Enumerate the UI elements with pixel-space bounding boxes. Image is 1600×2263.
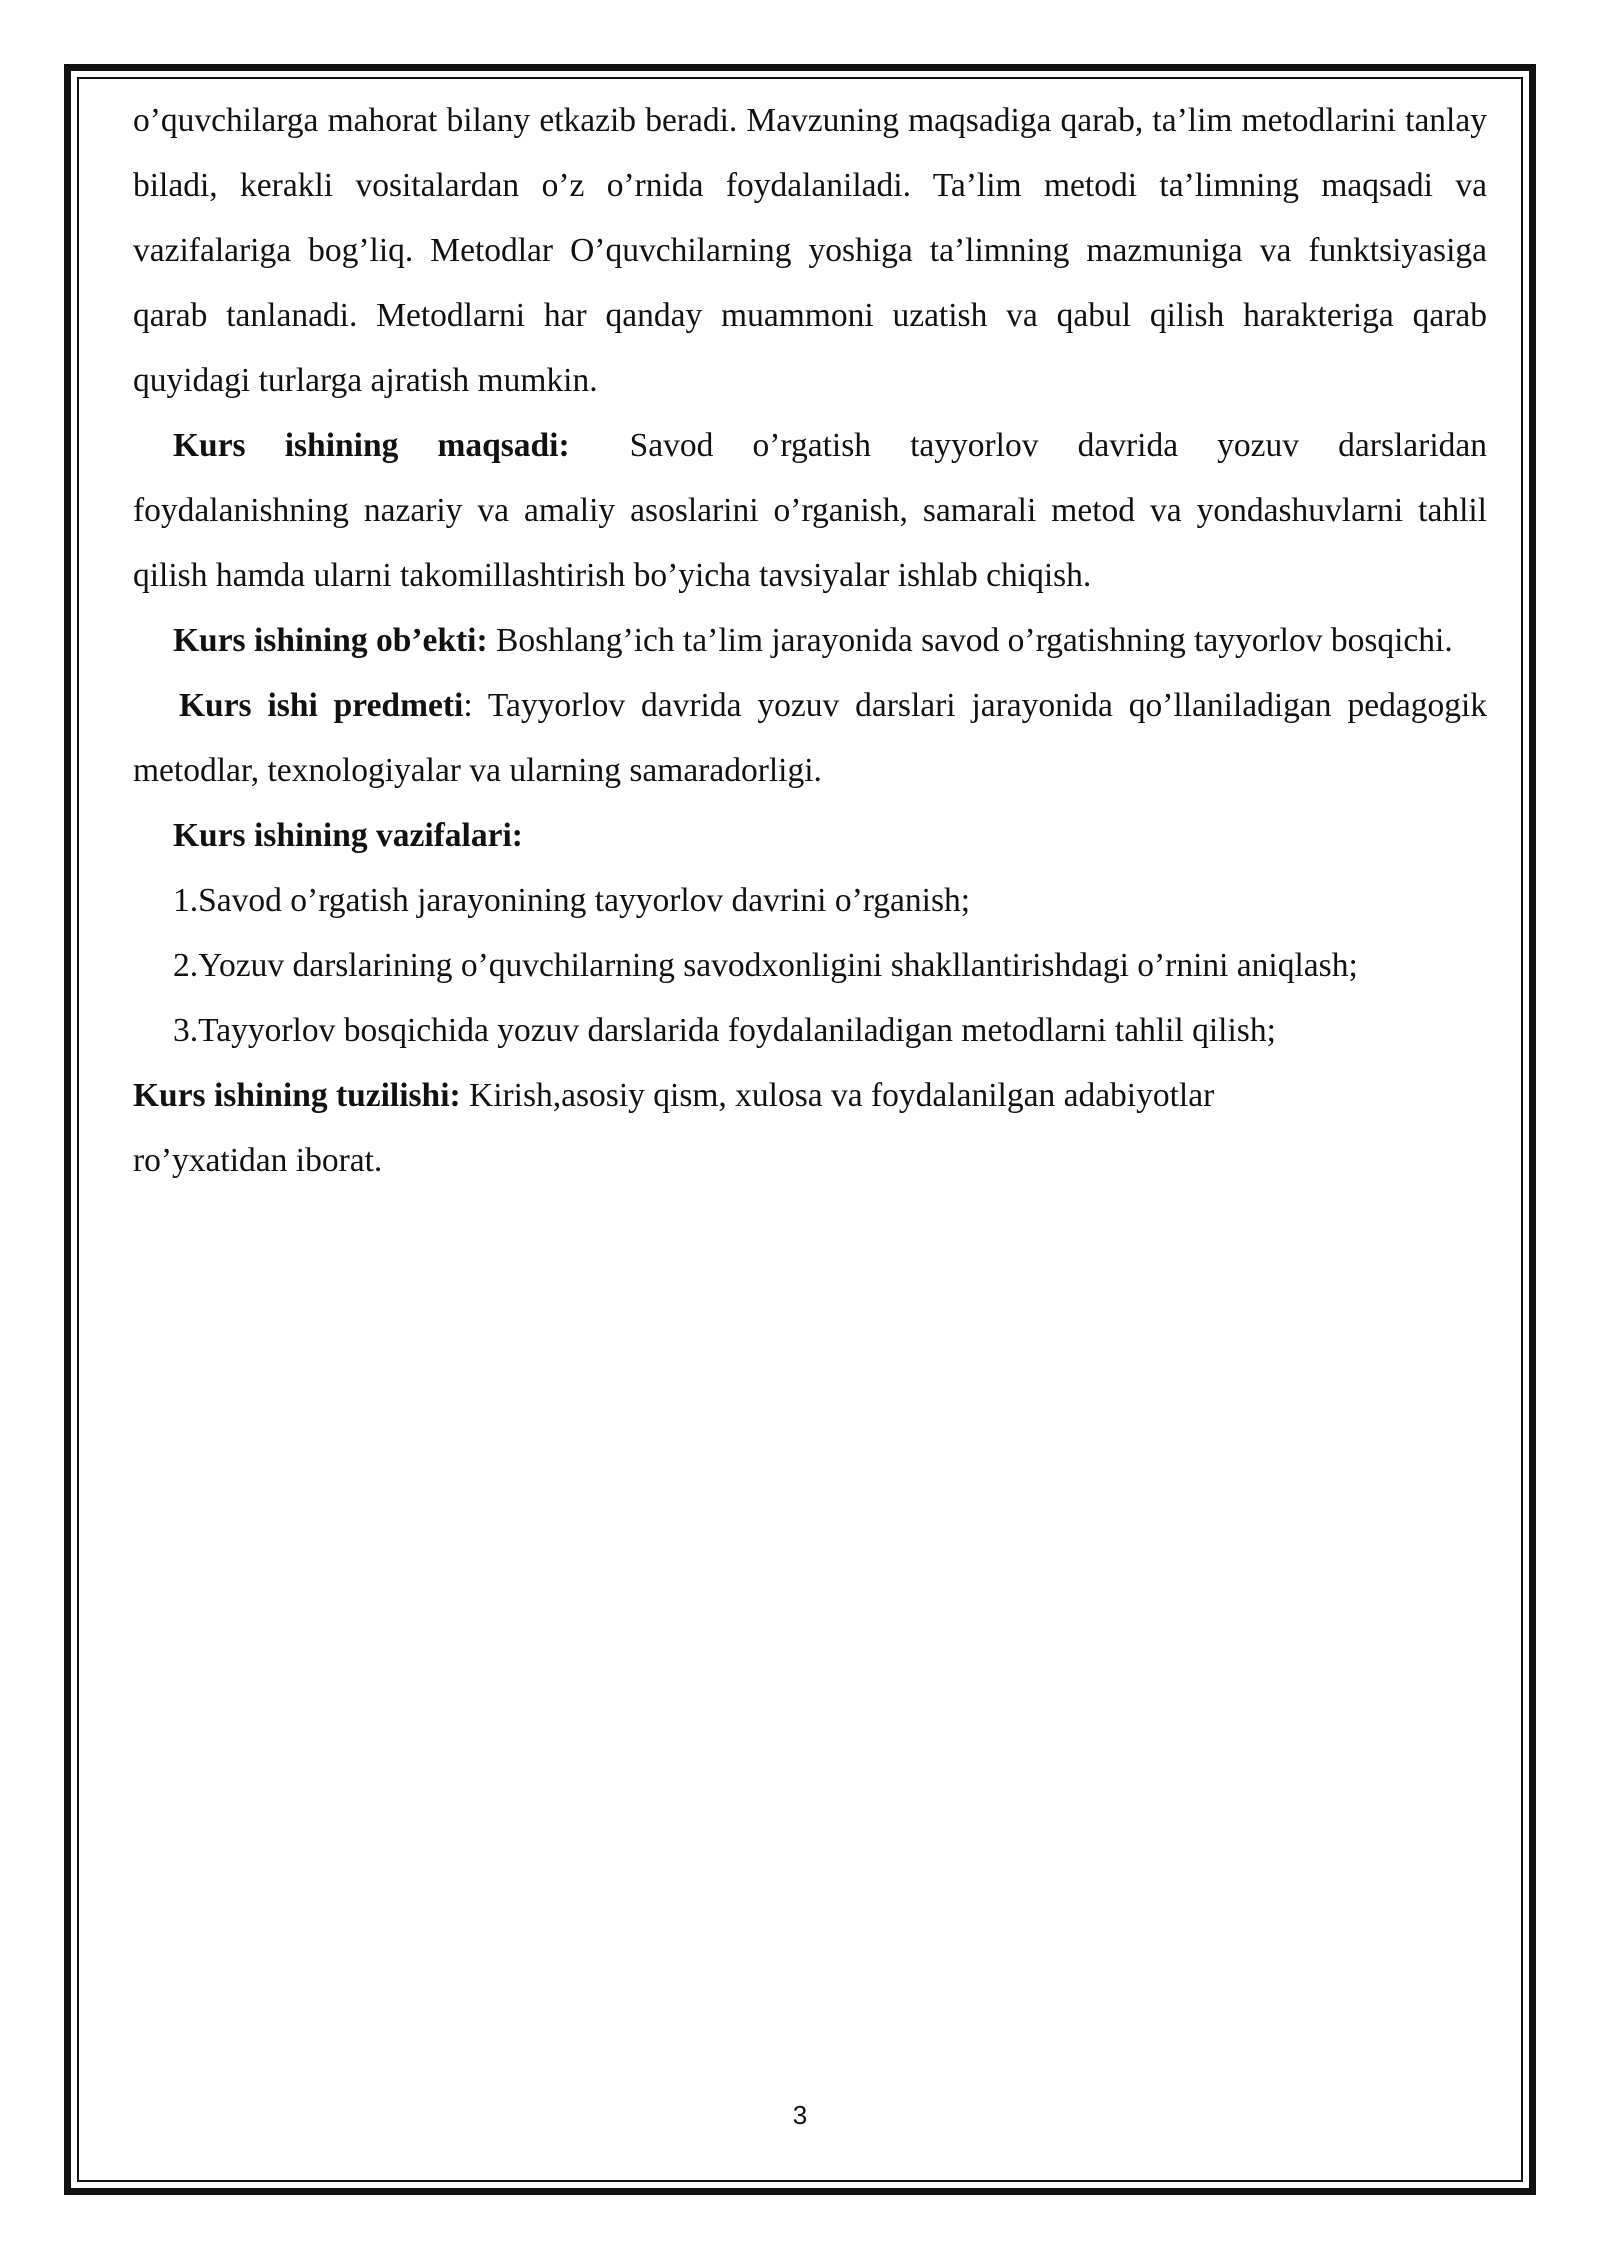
task-item: 2.Yozuv darslarining o’quvchilarning savodxonligini shakllantirishdagi o’rnini aniqlash; (173, 947, 1358, 984)
task-item: 3.Tayyorlov bosqichida yozuv darslarida foydalaniladigan metodlarni tahlil qilish; (173, 1012, 1276, 1049)
structure-label: Kurs ishining tuzilishi: (133, 1077, 461, 1114)
purpose-text: Savod o’rgatish tayyorlov davrida yozuv darslaridan foydalanishning nazariy va amaliy asoslarini o’rganish, samarali metod va yondashuvlarni tahlil qilish hamda ularni takomillashtirish bo’yicha tavsiyalar ishlab chiqish. (133, 427, 1487, 594)
intro-paragraph: o’quvchilarga mahorat bilany etkazib beradi. Mavzuning maqsadiga qarab, ta’lim metodlarini tanlay biladi, kerakli vositalardan o’z o’rnida foydalaniladi. Ta’lim metodi ta’limning maqsadi va vazifalariga bog’liq. Metodlar O’quvchilarning yoshiga ta’limning mazmuniga va funktsiyasiga qarab tanlanadi. Metodlarni har qanday muammoni uzatish va qabul qilish harakteriga qarab quyidagi turlarga ajratish mumkin. (133, 102, 1487, 399)
structure-text: Kirish,asosiy qism, xulosa va foydalanilgan adabiyotlar (460, 1077, 1215, 1114)
purpose-label: Kurs ishining maqsadi: (173, 427, 570, 464)
tasks-heading: Kurs ishining vazifalari: (173, 817, 523, 854)
task-item: 1.Savod o’rgatish jarayonining tayyorlov davrini o’rganish; (173, 882, 971, 919)
object-text: Boshlang’ich ta’lim jarayonida savod o’rgatishning tayyorlov bosqichi. (487, 622, 1453, 659)
purpose-paragraph (133, 413, 1487, 608)
object-paragraph (133, 608, 1487, 673)
object-label: Kurs ishining ob’ekti: (173, 622, 488, 659)
structure-paragraph-continued: ro’yxatidan iborat. (133, 1142, 383, 1179)
subject-text: : Tayyorlov davrida yozuv darslari jarayonida qo’llaniladigan pedagogik metodlar, texnologiyalar va ularning samaradorligi. (133, 687, 1487, 789)
structure-paragraph (133, 1063, 1487, 1128)
page-number: 3 (792, 2100, 808, 2130)
subject-paragraph (133, 673, 1487, 803)
document-body (133, 88, 1487, 1193)
subject-label: Kurs ishi predmeti (179, 687, 464, 724)
